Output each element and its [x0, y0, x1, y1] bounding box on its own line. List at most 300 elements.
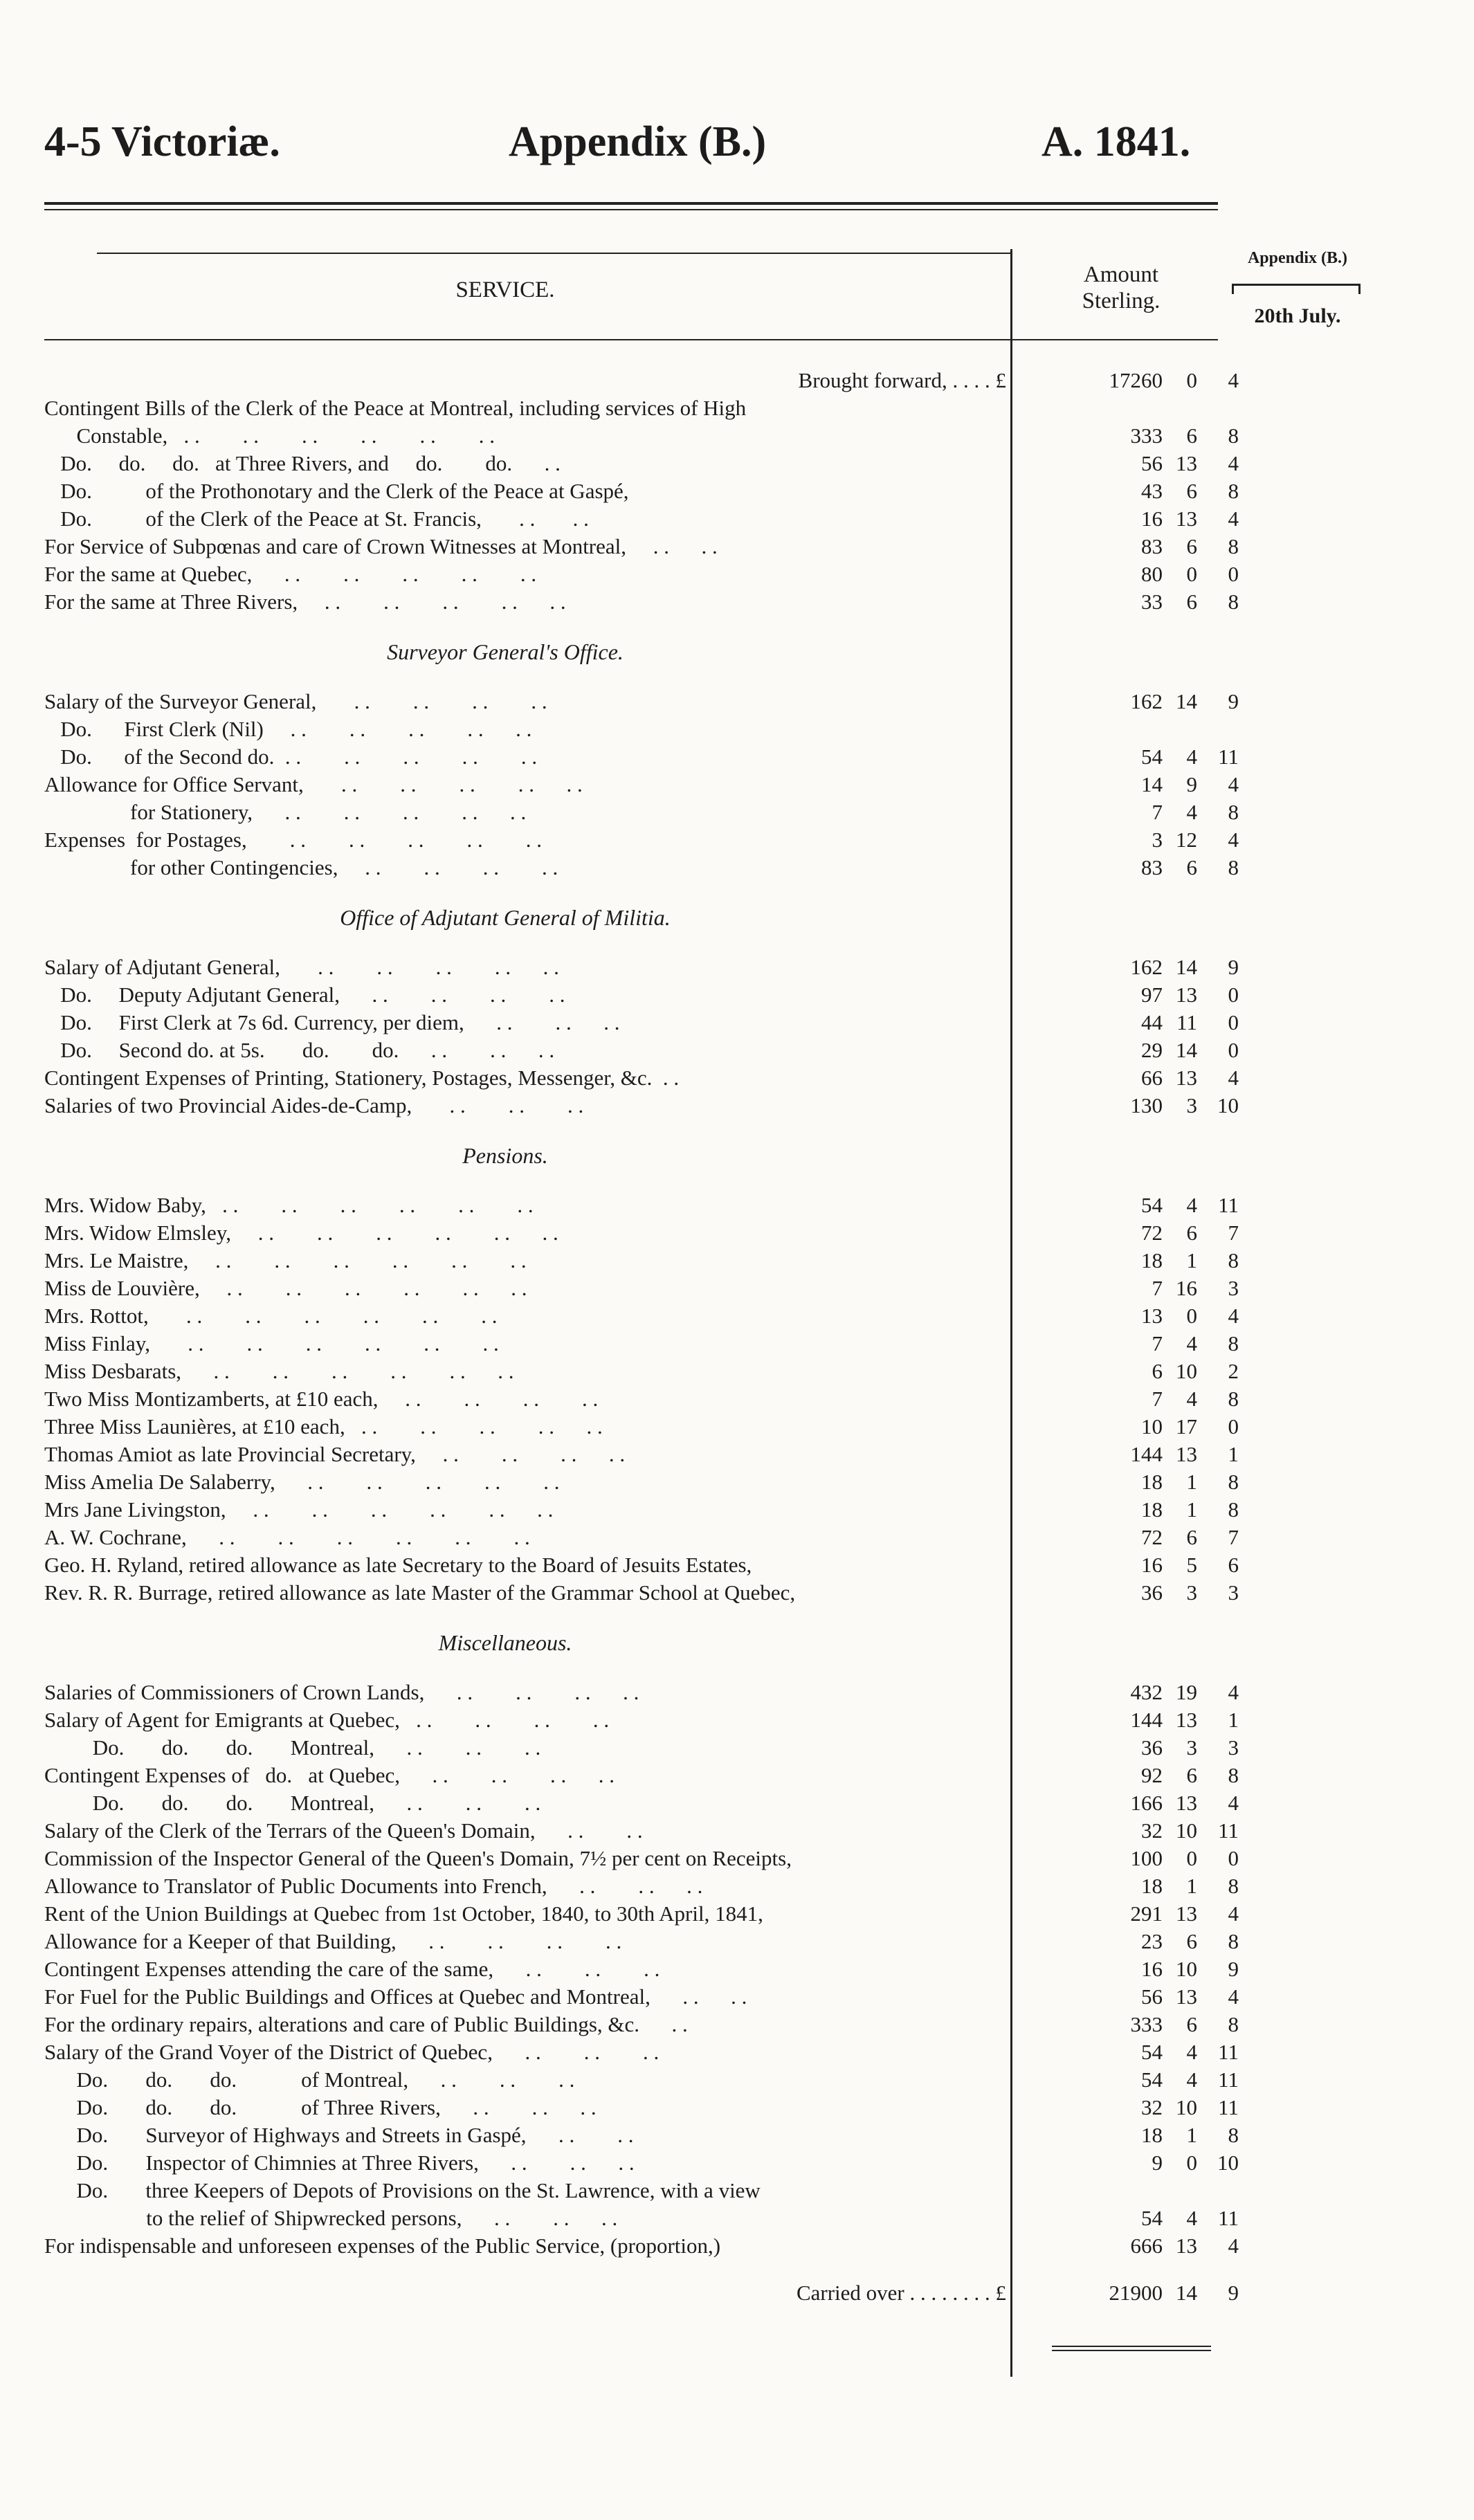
amount-pounds: 3: [1152, 828, 1163, 852]
row-description: Do. First Clerk at 7s 6d. Currency, per diem, . . . . . .: [44, 1010, 620, 1034]
ledger-row: [0, 1496, 1474, 1524]
amount-pence: 11: [1218, 1193, 1239, 1217]
row-description: For the same at Quebec, . . . . . . . . . .: [44, 562, 537, 586]
amount-pounds: 162: [1130, 955, 1163, 979]
total-rule-2: [1052, 2350, 1211, 2351]
table-top-rule: [97, 253, 1010, 254]
row-description: Do. do. do. Montreal, . . . . . .: [44, 1791, 541, 1815]
amount-shillings: 4: [1186, 2067, 1197, 2092]
amount-shillings: 0: [1186, 2151, 1197, 2175]
amount-shillings: 4: [1186, 1331, 1197, 1355]
amount-pounds: 100: [1130, 1846, 1163, 1870]
row-description: Miss Desbarats, . . . . . . . . . . . .: [44, 1359, 514, 1383]
amount-pounds: 29: [1141, 1038, 1163, 1062]
row-description: Salary of the Clerk of the Terrars of the Queen's Domain, . . . .: [44, 1818, 643, 1843]
row-description: Do. three Keepers of Depots of Provisions on the St. Lawrence, with a view: [44, 2178, 761, 2202]
amount-shillings: 0: [1186, 1846, 1197, 1870]
row-description: For the ordinary repairs, alterations and care of Public Buildings, &c. . .: [44, 2012, 688, 2036]
row-description: Allowance for Office Servant, . . . . . . . . . .: [44, 772, 583, 796]
amount-pounds: 166: [1130, 1791, 1163, 1815]
amount-shillings: 0: [1186, 368, 1197, 392]
ledger-row: [0, 1385, 1474, 1413]
amount-pounds: 72: [1141, 1221, 1163, 1245]
total-rule: [1052, 2346, 1211, 2347]
service-column-header: SERVICE.: [455, 277, 555, 302]
row-description: Salary of the Surveyor General, . . . . . . . .: [44, 689, 547, 713]
section-heading: [0, 904, 1474, 931]
amount-pence: 3: [1228, 1276, 1239, 1300]
amount-pounds: 54: [1141, 2206, 1163, 2230]
amount-pounds: 14: [1141, 772, 1163, 796]
ledger-row: [0, 533, 1474, 560]
row-description: Carried over . . . . . . . . £: [796, 2281, 1006, 2305]
amount-pounds: 13: [1141, 1304, 1163, 1328]
amount-pounds: 80: [1141, 562, 1163, 586]
row-description: Salary of Adjutant General, . . . . . . . . . .: [44, 955, 559, 979]
row-description: Geo. H. Ryland, retired allowance as late Secretary to the Board of Jesuits Estates,: [44, 1553, 752, 1577]
ledger-row: [0, 1302, 1474, 1330]
ledger-row: [0, 1679, 1474, 1706]
amount-pounds: 54: [1141, 1193, 1163, 1217]
amount-pence: 8: [1228, 590, 1239, 614]
amount-shillings: 6: [1186, 423, 1197, 448]
row-description: Do. of the Clerk of the Peace at St. Francis, . . . .: [44, 506, 589, 531]
ledger-row: [0, 1900, 1474, 1928]
amount-shillings: 6: [1186, 479, 1197, 503]
ledger-row: [0, 854, 1474, 882]
ledger-row: [0, 588, 1474, 616]
amount-pounds: 97: [1141, 983, 1163, 1007]
amount-pence: 1: [1228, 1442, 1239, 1466]
side-note-appendix: Appendix (B.): [1247, 249, 1348, 267]
amount-pounds: 10: [1141, 1414, 1163, 1439]
amount-shillings: 13: [1176, 1442, 1197, 1466]
amount-pounds: 23: [1141, 1929, 1163, 1953]
header-rule: [44, 202, 1218, 205]
amount-pence: 2: [1228, 1359, 1239, 1383]
amount-pence: 9: [1228, 2281, 1239, 2305]
row-description: Brought forward, . . . . £: [798, 368, 1006, 392]
amount-pounds: 83: [1141, 534, 1163, 558]
amount-pence: 7: [1228, 1221, 1239, 1245]
amount-pounds: 144: [1130, 1442, 1163, 1466]
amount-pounds: 36: [1141, 1735, 1163, 1760]
amount-pence: 3: [1228, 1580, 1239, 1605]
amount-pence: 0: [1228, 1038, 1239, 1062]
amount-pounds: 18: [1141, 1874, 1163, 1898]
ledger-row: [0, 2121, 1474, 2149]
amount-pounds: 18: [1141, 2123, 1163, 2147]
row-description: Miss Amelia De Salaberry, . . . . . . . . . .: [44, 1470, 560, 1494]
ledger-row: [0, 1706, 1474, 1734]
amount-shillings: 10: [1176, 1957, 1197, 1981]
amount-pence: 4: [1228, 772, 1239, 796]
ledger-row: [0, 1551, 1474, 1579]
ledger-row: [0, 743, 1474, 771]
amount-shillings: 6: [1186, 1929, 1197, 1953]
ledger-row: [0, 1037, 1474, 1064]
amount-pounds: 130: [1130, 1093, 1163, 1117]
amount-pounds: 32: [1141, 1818, 1163, 1843]
ledger-row: [0, 1247, 1474, 1275]
section-title: Office of Adjutant General of Militia.: [340, 905, 671, 930]
amount-pence: 4: [1228, 1901, 1239, 1926]
amount-shillings: 10: [1176, 2095, 1197, 2119]
amount-pounds: 18: [1141, 1470, 1163, 1494]
amount-pounds: 144: [1130, 1708, 1163, 1732]
total-row: [0, 2279, 1474, 2307]
section-heading: [0, 1142, 1474, 1169]
ledger-row: [0, 1817, 1474, 1845]
amount-pounds: 83: [1141, 855, 1163, 879]
amount-pounds: 666: [1130, 2234, 1163, 2258]
ledger-row: [0, 1413, 1474, 1441]
amount-pence: 8: [1228, 534, 1239, 558]
amount-shillings: 13: [1176, 1791, 1197, 1815]
amount-pence: 11: [1218, 2040, 1239, 2064]
amount-pounds: 54: [1141, 745, 1163, 769]
ledger-row: [0, 2038, 1474, 2066]
ledger-row: [0, 2066, 1474, 2094]
section-title: Miscellaneous.: [438, 1630, 572, 1655]
row-description: Do. of the Prothonotary and the Clerk of the Peace at Gaspé,: [44, 479, 629, 503]
amount-column-header: Amount: [1083, 262, 1159, 287]
amount-shillings: 4: [1186, 745, 1197, 769]
row-description: Contingent Bills of the Clerk of the Peace at Montreal, including services of High: [44, 396, 747, 420]
ledger-row: [0, 560, 1474, 588]
amount-shillings: 14: [1176, 955, 1197, 979]
amount-shillings: 4: [1186, 1193, 1197, 1217]
amount-pence: 6: [1228, 1553, 1239, 1577]
row-description: Miss de Louvière, . . . . . . . . . . . .: [44, 1276, 527, 1300]
row-description: Three Miss Launières, at £10 each, . . . . . . . . . .: [44, 1414, 603, 1439]
amount-shillings: 13: [1176, 1066, 1197, 1090]
row-description: Mrs. Widow Baby, . . . . . . . . . . . .: [44, 1193, 534, 1217]
ledger-row: [0, 688, 1474, 715]
amount-shillings: 1: [1186, 1497, 1197, 1522]
amount-pence: 9: [1228, 689, 1239, 713]
row-description: Do. First Clerk (Nil) . . . . . . . . . .: [44, 717, 532, 741]
row-description: Mrs. Widow Elmsley, . . . . . . . . . . . .: [44, 1221, 558, 1245]
amount-pence: 8: [1228, 1497, 1239, 1522]
ledger-row: [0, 1064, 1474, 1092]
ledger-row: [0, 1358, 1474, 1385]
ledger-row: [0, 1762, 1474, 1789]
row-description: Mrs. Le Maistre, . . . . . . . . . . . .: [44, 1248, 527, 1272]
ledger-row: [0, 1789, 1474, 1817]
row-description: For Fuel for the Public Buildings and Offices at Quebec and Montreal, . . . .: [44, 1984, 747, 2009]
ledger-row: [0, 1009, 1474, 1037]
ledger-row: [0, 1872, 1474, 1900]
ledger-row: [0, 1579, 1474, 1607]
row-description: Two Miss Montizamberts, at £10 each, . . . . . . . .: [44, 1387, 599, 1411]
table-head-rule: [44, 339, 1218, 340]
amount-pence: 11: [1218, 2095, 1239, 2119]
amount-shillings: 4: [1186, 2206, 1197, 2230]
row-description: Thomas Amiot as late Provincial Secretary, . . . . . . . .: [44, 1442, 626, 1466]
amount-pence: 3: [1228, 1735, 1239, 1760]
ledger-row: [0, 771, 1474, 798]
amount-pence: 8: [1228, 1331, 1239, 1355]
amount-pounds: 16: [1141, 1553, 1163, 1577]
ledger-row: [0, 2149, 1474, 2177]
amount-pence: 8: [1228, 1470, 1239, 1494]
amount-pence: 8: [1228, 479, 1239, 503]
ledger-row: [0, 1219, 1474, 1247]
amount-pounds: 44: [1141, 1010, 1163, 1034]
row-description: Salaries of two Provincial Aides-de-Camp, . . . . . .: [44, 1093, 584, 1117]
amount-pence: 11: [1218, 2206, 1239, 2230]
ledger-row: [0, 422, 1474, 450]
ledger-row: [0, 394, 1474, 422]
ledger-row: [0, 1092, 1474, 1120]
row-description: Commission of the Inspector General of the Queen's Domain, 7½ per cent on Receipts,: [44, 1846, 792, 1870]
amount-shillings: 1: [1186, 2123, 1197, 2147]
row-description: Salary of the Grand Voyer of the District of Quebec, . . . . . .: [44, 2040, 659, 2064]
ledger-row: [0, 2094, 1474, 2121]
ledger-row: [0, 1983, 1474, 2011]
amount-pence: 4: [1228, 1984, 1239, 2009]
row-description: Contingent Expenses attending the care of the same, . . . . . .: [44, 1957, 660, 1981]
amount-pence: 9: [1228, 955, 1239, 979]
side-note-date: 20th July.: [1254, 304, 1341, 327]
amount-shillings: 12: [1176, 828, 1197, 852]
amount-pence: 8: [1228, 1874, 1239, 1898]
section-title: Pensions.: [462, 1143, 548, 1168]
amount-pence: 0: [1228, 983, 1239, 1007]
amount-pence: 4: [1228, 1791, 1239, 1815]
amount-shillings: 0: [1186, 1304, 1197, 1328]
amount-shillings: 6: [1186, 1763, 1197, 1787]
row-description: Salary of Agent for Emigrants at Quebec, . . . . . . . .: [44, 1708, 610, 1732]
amount-pence: 10: [1217, 1093, 1239, 1117]
amount-pence: 8: [1228, 1387, 1239, 1411]
row-description: For Service of Subpœnas and care of Crown Witnesses at Montreal, . . . .: [44, 534, 718, 558]
ledger-row: [0, 981, 1474, 1009]
amount-pence: 8: [1228, 423, 1239, 448]
amount-shillings: 13: [1176, 1984, 1197, 2009]
amount-shillings: 1: [1186, 1470, 1197, 1494]
amount-shillings: 6: [1186, 590, 1197, 614]
row-description: Do. of the Second do. . . . . . . . . . .: [44, 745, 538, 769]
amount-pounds: 36: [1141, 1580, 1163, 1605]
row-description: Do. Second do. at 5s. do. do. . . . . . .: [44, 1038, 555, 1062]
row-description: Allowance to Translator of Public Documents into French, . . . . . .: [44, 1874, 703, 1898]
amount-pence: 1: [1228, 1708, 1239, 1732]
ledger-row: [0, 1275, 1474, 1302]
row-description: Do. do. do. Montreal, . . . . . .: [44, 1735, 541, 1760]
amount-pence: 9: [1228, 1957, 1239, 1981]
amount-pence: 10: [1217, 2151, 1239, 2175]
amount-shillings: 14: [1176, 689, 1197, 713]
side-note-brace: [1232, 284, 1361, 294]
amount-pence: 11: [1218, 1818, 1239, 1843]
amount-shillings: 3: [1186, 1735, 1197, 1760]
amount-shillings: 4: [1186, 2040, 1197, 2064]
amount-shillings: 6: [1186, 2012, 1197, 2036]
row-description: For indispensable and unforeseen expenses of the Public Service, (proportion,): [44, 2234, 721, 2258]
ledger-row: [0, 2204, 1474, 2232]
amount-pounds: 432: [1130, 1680, 1163, 1704]
amount-pounds: 54: [1141, 2067, 1163, 2092]
amount-pounds: 7: [1152, 1331, 1163, 1355]
row-description: Expenses for Postages, . . . . . . . . . .: [44, 828, 542, 852]
amount-shillings: 5: [1186, 1553, 1197, 1577]
amount-pounds: 291: [1130, 1901, 1163, 1926]
row-description: Do. do. do. of Three Rivers, . . . . . .: [44, 2095, 597, 2119]
amount-pounds: 7: [1152, 1387, 1163, 1411]
amount-pence: 8: [1228, 1763, 1239, 1787]
ledger-row: [0, 2177, 1474, 2204]
row-description: for other Contingencies, . . . . . . . .: [44, 855, 558, 879]
amount-pounds: 56: [1141, 451, 1163, 475]
ledger-row: [0, 1468, 1474, 1496]
row-description: Mrs. Rottot, . . . . . . . . . . . .: [44, 1304, 498, 1328]
amount-shillings: 11: [1176, 1010, 1197, 1034]
amount-pence: 4: [1228, 451, 1239, 475]
ledger-row: [0, 1845, 1474, 1872]
ledger-row: [0, 2011, 1474, 2038]
amount-shillings: 13: [1176, 451, 1197, 475]
amount-pence: 11: [1218, 745, 1239, 769]
header-rule-thin: [44, 209, 1218, 210]
section-title: Surveyor General's Office.: [387, 639, 624, 664]
amount-pounds: 56: [1141, 1984, 1163, 2009]
amount-column-subheader: Sterling.: [1082, 289, 1161, 313]
ledger-row: [0, 715, 1474, 743]
row-description: Do. do. do. at Three Rivers, and do. do. . .: [44, 451, 561, 475]
amount-pounds: 16: [1141, 506, 1163, 531]
row-description: Do. Surveyor of Highways and Streets in Gaspé, . . . .: [44, 2123, 634, 2147]
row-description: For the same at Three Rivers, . . . . . . . . . .: [44, 590, 566, 614]
amount-shillings: 14: [1176, 1038, 1197, 1062]
ledger-row: [0, 1928, 1474, 1955]
ledger-row: [0, 1330, 1474, 1358]
amount-pence: 4: [1228, 1680, 1239, 1704]
amount-pounds: 21900: [1109, 2281, 1163, 2305]
amount-pounds: 7: [1152, 1276, 1163, 1300]
amount-shillings: 6: [1186, 1221, 1197, 1245]
amount-shillings: 16: [1176, 1276, 1197, 1300]
amount-pence: 8: [1228, 2012, 1239, 2036]
row-description: Rev. R. R. Burrage, retired allowance as late Master of the Grammar School at Quebec,: [44, 1580, 796, 1605]
amount-pence: 4: [1228, 506, 1239, 531]
amount-pounds: 7: [1152, 800, 1163, 824]
amount-pounds: 17260: [1109, 368, 1163, 392]
amount-shillings: 4: [1186, 800, 1197, 824]
amount-shillings: 13: [1176, 506, 1197, 531]
amount-pence: 0: [1228, 562, 1239, 586]
amount-pounds: 9: [1152, 2151, 1163, 2175]
amount-pounds: 43: [1141, 479, 1163, 503]
amount-pence: 8: [1228, 855, 1239, 879]
amount-shillings: 3: [1186, 1580, 1197, 1605]
row-description: Mrs Jane Livingston, . . . . . . . . . . . .: [44, 1497, 554, 1522]
ledger-row: [0, 1524, 1474, 1551]
ledger-row: [0, 1441, 1474, 1468]
amount-pounds: 32: [1141, 2095, 1163, 2119]
amount-shillings: 19: [1176, 1680, 1197, 1704]
row-description: to the relief of Shipwrecked persons, . . . . . .: [44, 2206, 618, 2230]
appendix-header: Appendix (B.): [509, 118, 767, 165]
amount-shillings: 4: [1186, 1387, 1197, 1411]
amount-pence: 4: [1228, 2234, 1239, 2258]
row-description: Contingent Expenses of Printing, Stationery, Postages, Messenger, &c. . .: [44, 1066, 680, 1090]
amount-shillings: 10: [1176, 1818, 1197, 1843]
amount-pence: 0: [1228, 1414, 1239, 1439]
amount-pence: 8: [1228, 800, 1239, 824]
row-description: Do. do. do. of Montreal, . . . . . .: [44, 2067, 575, 2092]
amount-pence: 8: [1228, 1248, 1239, 1272]
ledger-row: [0, 1191, 1474, 1219]
amount-shillings: 1: [1186, 1874, 1197, 1898]
amount-pounds: 18: [1141, 1248, 1163, 1272]
amount-pence: 0: [1228, 1846, 1239, 1870]
amount-pounds: 18: [1141, 1497, 1163, 1522]
amount-pounds: 72: [1141, 1525, 1163, 1549]
amount-shillings: 13: [1176, 1708, 1197, 1732]
section-heading: [0, 1629, 1474, 1656]
row-description: for Stationery, . . . . . . . . . .: [44, 800, 527, 824]
ledger-row: [0, 450, 1474, 477]
amount-pounds: 333: [1130, 2012, 1163, 2036]
amount-pence: 7: [1228, 1525, 1239, 1549]
row-description: Allowance for a Keeper of that Building, . . . . . . . .: [44, 1929, 622, 1953]
row-description: Rent of the Union Buildings at Quebec from 1st October, 1840, to 30th April, 1841,: [44, 1901, 763, 1926]
amount-pence: 0: [1228, 1010, 1239, 1034]
section-heading: [0, 638, 1474, 666]
amount-shillings: 13: [1176, 983, 1197, 1007]
amount-shillings: 13: [1176, 1901, 1197, 1926]
ledger-row: [0, 2232, 1474, 2260]
amount-shillings: 6: [1186, 1525, 1197, 1549]
amount-pence: 4: [1228, 1066, 1239, 1090]
row-description: Contingent Expenses of do. at Quebec, . . . . . . . .: [44, 1763, 615, 1787]
row-description: Miss Finlay, . . . . . . . . . . . .: [44, 1331, 499, 1355]
amount-pounds: 16: [1141, 1957, 1163, 1981]
amount-shillings: 1: [1186, 1248, 1197, 1272]
amount-pence: 8: [1228, 2123, 1239, 2147]
amount-shillings: 10: [1176, 1359, 1197, 1383]
amount-pounds: 33: [1141, 590, 1163, 614]
amount-pence: 4: [1228, 828, 1239, 852]
amount-shillings: 6: [1186, 534, 1197, 558]
amount-pounds: 66: [1141, 1066, 1163, 1090]
ledger-row: [0, 798, 1474, 826]
amount-shillings: 13: [1176, 2234, 1197, 2258]
amount-pounds: 333: [1130, 423, 1163, 448]
ledger-row: [0, 953, 1474, 981]
ledger-row: [0, 505, 1474, 533]
year-header: A. 1841.: [1041, 118, 1191, 165]
ledger-row: [0, 477, 1474, 505]
amount-shillings: 0: [1186, 562, 1197, 586]
amount-pounds: 54: [1141, 2040, 1163, 2064]
amount-pence: 8: [1228, 1929, 1239, 1953]
ledger-row: [0, 1734, 1474, 1762]
amount-pounds: 92: [1141, 1763, 1163, 1787]
amount-pounds: 162: [1130, 689, 1163, 713]
amount-shillings: 9: [1186, 772, 1197, 796]
amount-pence: 4: [1228, 368, 1239, 392]
ledger-row: [0, 826, 1474, 854]
row-description: Salaries of Commissioners of Crown Lands, . . . . . . . .: [44, 1680, 639, 1704]
row-description: Do. Inspector of Chimnies at Three Rivers, . . . . . .: [44, 2151, 635, 2175]
row-description: Do. Deputy Adjutant General, . . . . . . . .: [44, 983, 565, 1007]
row-description: A. W. Cochrane, . . . . . . . . . . . .: [44, 1525, 530, 1549]
row-description: Constable, . . . . . . . . . . . .: [44, 423, 495, 448]
amount-shillings: 17: [1176, 1414, 1197, 1439]
